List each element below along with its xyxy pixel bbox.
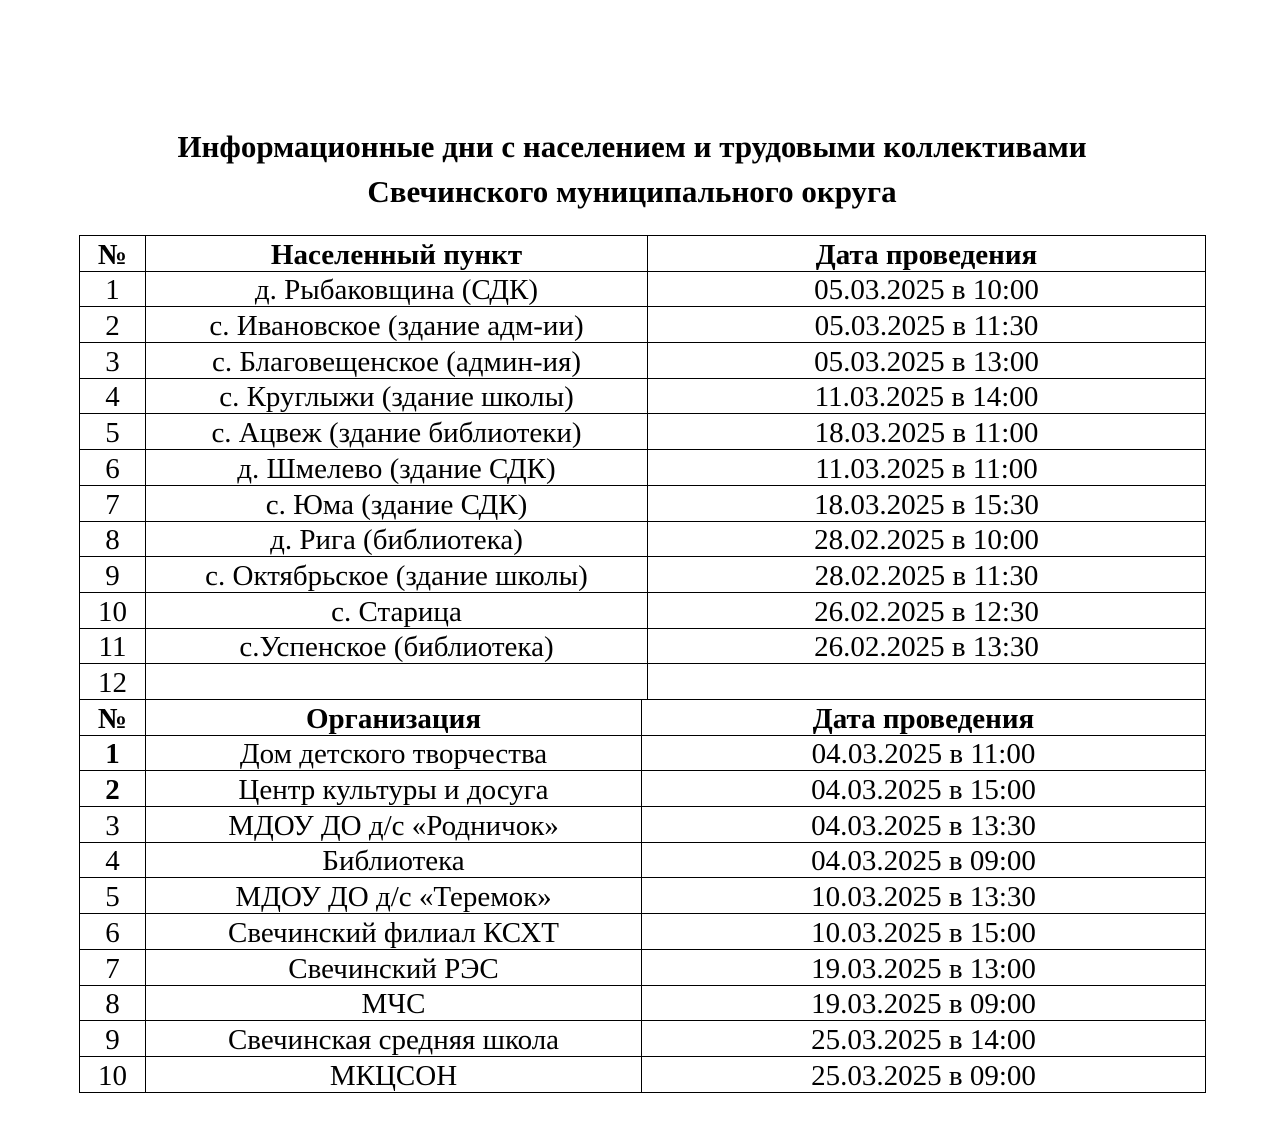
- column-header-number: №: [80, 236, 146, 272]
- event-date: 05.03.2025 в 10:00: [648, 271, 1206, 307]
- row-number: 5: [80, 878, 146, 914]
- event-date: 05.03.2025 в 13:00: [648, 343, 1206, 379]
- settlements-table: [79, 235, 1206, 700]
- row-number: 7: [80, 485, 146, 521]
- column-header-date: Дата проведения: [648, 236, 1206, 272]
- organization-name: Центр культуры и досуга: [146, 771, 642, 807]
- event-date: 28.02.2025 в 10:00: [648, 521, 1206, 557]
- row-number: 6: [80, 914, 146, 950]
- organization-name: МЧС: [146, 985, 642, 1021]
- organization-name: МКЦСОН: [146, 1056, 642, 1092]
- document-title: [0, 124, 1264, 214]
- row-number: 10: [80, 592, 146, 628]
- event-date: 11.03.2025 в 11:00: [648, 450, 1206, 486]
- event-date: 18.03.2025 в 11:00: [648, 414, 1206, 450]
- title-line-2: Свечинского муниципального округа: [367, 174, 897, 209]
- settlement-name: д. Рига (библиотека): [146, 521, 648, 557]
- organization-name: МДОУ ДО д/с «Родничок»: [146, 807, 642, 843]
- row-number: 8: [80, 521, 146, 557]
- settlement-name: с. Ивановское (здание адм-ии): [146, 307, 648, 343]
- event-date: 25.03.2025 в 09:00: [642, 1056, 1206, 1092]
- table-row: [80, 807, 1206, 843]
- column-header-organization: Организация: [146, 700, 642, 736]
- organization-name: Свечинский филиал КСХТ: [146, 914, 642, 950]
- row-number: 9: [80, 557, 146, 593]
- event-date: 11.03.2025 в 14:00: [648, 378, 1206, 414]
- row-number: 1: [80, 735, 146, 771]
- table-header-row: [80, 236, 1206, 272]
- table-row: [80, 735, 1206, 771]
- settlement-name: с.Успенское (библиотека): [146, 628, 648, 664]
- table-row: [80, 450, 1206, 486]
- event-date: 28.02.2025 в 11:30: [648, 557, 1206, 593]
- row-number: 3: [80, 807, 146, 843]
- column-header-date: Дата проведения: [642, 700, 1206, 736]
- organization-name: МДОУ ДО д/с «Теремок»: [146, 878, 642, 914]
- event-date: 05.03.2025 в 11:30: [648, 307, 1206, 343]
- event-date: 19.03.2025 в 13:00: [642, 949, 1206, 985]
- organizations-table: [79, 699, 1206, 1093]
- event-date: 04.03.2025 в 15:00: [642, 771, 1206, 807]
- settlement-name: с. Октябрьское (здание школы): [146, 557, 648, 593]
- row-number: 8: [80, 985, 146, 1021]
- table-row: [80, 378, 1206, 414]
- row-number: 2: [80, 771, 146, 807]
- table-row: [80, 914, 1206, 950]
- event-date: 26.02.2025 в 12:30: [648, 592, 1206, 628]
- table-row: [80, 949, 1206, 985]
- table-row: [80, 592, 1206, 628]
- settlement-name: с. Старица: [146, 592, 648, 628]
- row-number: 12: [80, 664, 146, 700]
- table-row: [80, 1056, 1206, 1092]
- settlement-name: [146, 664, 648, 700]
- row-number: 11: [80, 628, 146, 664]
- event-date: 26.02.2025 в 13:30: [648, 628, 1206, 664]
- event-date: 04.03.2025 в 13:30: [642, 807, 1206, 843]
- table-row: [80, 664, 1206, 700]
- settlement-name: д. Рыбаковщина (СДК): [146, 271, 648, 307]
- table-row: [80, 271, 1206, 307]
- organization-name: Свечинский РЭС: [146, 949, 642, 985]
- table-row: [80, 485, 1206, 521]
- settlement-name: с. Юма (здание СДК): [146, 485, 648, 521]
- table-row: [80, 343, 1206, 379]
- column-header-settlement: Населенный пункт: [146, 236, 648, 272]
- event-date: 04.03.2025 в 11:00: [642, 735, 1206, 771]
- table-row: [80, 1021, 1206, 1057]
- row-number: 10: [80, 1056, 146, 1092]
- event-date: 04.03.2025 в 09:00: [642, 842, 1206, 878]
- row-number: 6: [80, 450, 146, 486]
- event-date: 19.03.2025 в 09:00: [642, 985, 1206, 1021]
- table-header-row: [80, 700, 1206, 736]
- settlement-name: с. Благовещенское (админ-ия): [146, 343, 648, 379]
- organization-name: Свечинская средняя школа: [146, 1021, 642, 1057]
- row-number: 7: [80, 949, 146, 985]
- table-row: [80, 878, 1206, 914]
- title-line-1: Информационные дни с населением и трудовыми коллективами: [177, 129, 1087, 164]
- organization-name: Дом детского творчества: [146, 735, 642, 771]
- event-date: 25.03.2025 в 14:00: [642, 1021, 1206, 1057]
- table-row: [80, 521, 1206, 557]
- settlement-name: с. Круглыжи (здание школы): [146, 378, 648, 414]
- table-row: [80, 414, 1206, 450]
- table-row: [80, 771, 1206, 807]
- row-number: 2: [80, 307, 146, 343]
- row-number: 4: [80, 378, 146, 414]
- event-date: [648, 664, 1206, 700]
- table-row: [80, 628, 1206, 664]
- event-date: 10.03.2025 в 15:00: [642, 914, 1206, 950]
- settlement-name: с. Ацвеж (здание библиотеки): [146, 414, 648, 450]
- table-row: [80, 557, 1206, 593]
- row-number: 1: [80, 271, 146, 307]
- row-number: 5: [80, 414, 146, 450]
- table-row: [80, 842, 1206, 878]
- event-date: 18.03.2025 в 15:30: [648, 485, 1206, 521]
- row-number: 3: [80, 343, 146, 379]
- event-date: 10.03.2025 в 13:30: [642, 878, 1206, 914]
- table-row: [80, 985, 1206, 1021]
- table-row: [80, 307, 1206, 343]
- organization-name: Библиотека: [146, 842, 642, 878]
- row-number: 4: [80, 842, 146, 878]
- row-number: 9: [80, 1021, 146, 1057]
- column-header-number: №: [80, 700, 146, 736]
- settlement-name: д. Шмелево (здание СДК): [146, 450, 648, 486]
